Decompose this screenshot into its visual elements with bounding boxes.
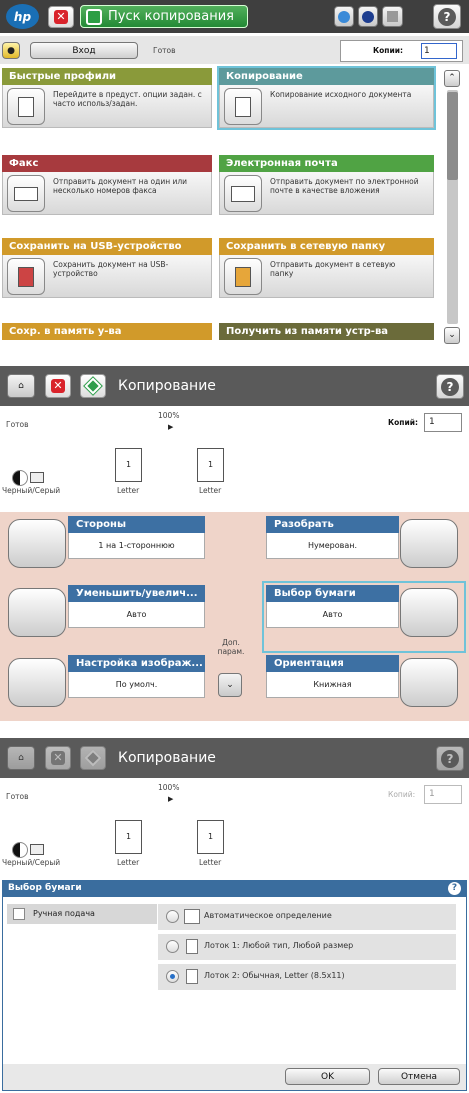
- tile-save-network[interactable]: Сохранить в сетевую папку Отправить документ в сетевую папку: [219, 238, 434, 298]
- orientation-icon[interactable]: [400, 658, 458, 707]
- screen-home: [0, 0, 469, 351]
- ok-button[interactable]: OK: [285, 1068, 370, 1085]
- output-paper: Letter: [199, 486, 222, 495]
- tile-copy[interactable]: Копирование Копирование исходного документа: [219, 68, 434, 128]
- usb-icon: [7, 258, 45, 295]
- refresh-icon[interactable]: ●: [2, 42, 20, 59]
- sides-icon[interactable]: [8, 519, 66, 568]
- hp-logo: hp: [6, 4, 39, 29]
- email-icon: [224, 175, 262, 212]
- option-tray1[interactable]: Лоток 1: Любой тип, Любой размер: [158, 934, 456, 960]
- stop-icon: ✕: [51, 379, 65, 393]
- copy-icon: [224, 88, 262, 125]
- copies-input: 1: [424, 785, 462, 804]
- start-copy-button[interactable]: [80, 5, 248, 28]
- option-image-adjust[interactable]: Настройка изображ... По умолч.: [68, 655, 205, 698]
- output-paper: Letter: [199, 858, 222, 867]
- copies-label: Копий:: [388, 418, 418, 427]
- collate-icon[interactable]: [400, 519, 458, 568]
- option-sides[interactable]: Стороны 1 на 1-стороннюю: [68, 516, 205, 559]
- copies-input[interactable]: 1: [421, 43, 457, 59]
- original-pane: 1: [115, 448, 142, 482]
- network-icon[interactable]: [334, 6, 354, 27]
- cancel-button[interactable]: Отмена: [378, 1068, 460, 1085]
- dialog-help-icon[interactable]: ?: [448, 882, 461, 895]
- tile-email[interactable]: Электронная почта Отправить документ по электронной почте в качестве вложения: [219, 155, 434, 215]
- info-icon[interactable]: [382, 6, 403, 27]
- arrow-icon: ▶: [168, 423, 174, 431]
- tray1-paper-icon: [186, 939, 198, 954]
- screen-copy: [0, 366, 469, 721]
- home-button: ⌂: [7, 746, 35, 770]
- stop-icon: ✕: [51, 751, 65, 765]
- page-title: Копирование: [118, 750, 216, 766]
- stop-button[interactable]: [45, 374, 71, 398]
- tile-retrieve-memory[interactable]: Получить из памяти устр-ва: [219, 323, 434, 340]
- home-button[interactable]: ⌂: [7, 374, 35, 398]
- start-button[interactable]: [80, 374, 106, 398]
- color-mode-icon[interactable]: [12, 470, 28, 486]
- tile-quick-sets[interactable]: Быстрые профили Перейдите в предуст. опции задан. с часто использ/задан.: [2, 68, 212, 128]
- option-tray2[interactable]: Лоток 2: Обычная, Letter (8.5x11): [158, 964, 456, 990]
- preview-icon: [30, 472, 44, 483]
- zoom-label: 100%: [158, 783, 180, 792]
- auto-detect-icon: [184, 909, 200, 924]
- status-text: Готов: [153, 46, 176, 55]
- option-collate[interactable]: Разобрать Нумерован.: [266, 516, 399, 559]
- quick-sets-icon: [7, 88, 45, 125]
- network-folder-icon: [224, 258, 262, 295]
- start-icon: [86, 9, 102, 25]
- preview-icon: [30, 844, 44, 855]
- login-button[interactable]: Вход: [30, 42, 138, 59]
- copies-label: Копий:: [388, 790, 416, 799]
- fax-icon: [7, 175, 45, 212]
- tile-fax[interactable]: Факс Отправить документ на один или несколько номеров факса: [2, 155, 212, 215]
- help-icon: ?: [441, 378, 459, 396]
- status-text: Готов: [6, 792, 29, 801]
- image-adjust-icon[interactable]: [8, 658, 66, 707]
- start-copy-label: Пуск копирования: [108, 9, 234, 24]
- option-reduce-enlarge[interactable]: Уменьшить/увелич... Авто: [68, 585, 205, 628]
- tray1-radio[interactable]: [166, 940, 179, 953]
- page-title: Копирование: [118, 378, 216, 394]
- arrow-icon: ▶: [168, 795, 174, 803]
- original-paper: Letter: [117, 486, 140, 495]
- scroll-thumb[interactable]: [447, 92, 458, 180]
- original-pane: 1: [115, 820, 142, 854]
- start-button: [80, 746, 106, 770]
- sleep-icon[interactable]: [358, 6, 378, 27]
- original-paper: Letter: [117, 858, 140, 867]
- help-icon: ?: [438, 8, 456, 26]
- dialog-title: Выбор бумаги: [8, 883, 82, 893]
- copies-input[interactable]: 1: [424, 413, 462, 432]
- color-mode-label: Черный/Серый: [2, 858, 61, 867]
- scroll-up-button[interactable]: ⌃: [444, 70, 460, 87]
- color-mode-label: Черный/Серый: [2, 486, 61, 495]
- output-pane: 1: [197, 820, 224, 854]
- stop-button: [45, 746, 71, 770]
- color-mode-icon: [12, 842, 28, 858]
- auto-detect-radio[interactable]: [166, 910, 179, 923]
- help-icon: ?: [441, 750, 459, 768]
- option-paper-select[interactable]: Выбор бумаги Авто: [266, 585, 399, 628]
- tile-save-usb[interactable]: Сохранить на USB-устройство Сохранить документ на USB-устройство: [2, 238, 212, 298]
- start-icon: [85, 750, 102, 767]
- screen-paper-select: [0, 738, 469, 1093]
- paper-select-icon[interactable]: [400, 588, 458, 637]
- more-options-down-button[interactable]: ⌄: [218, 673, 242, 697]
- help-button: [436, 746, 464, 771]
- manual-feed-checkbox[interactable]: [13, 908, 25, 920]
- zoom-label: 100%: [158, 411, 180, 420]
- help-button[interactable]: [436, 374, 464, 399]
- reduce-enlarge-icon[interactable]: [8, 588, 66, 637]
- more-options-label: Доп. парам.: [217, 638, 245, 656]
- copies-label: Копии:: [373, 46, 403, 55]
- tray2-paper-icon: [186, 969, 198, 984]
- status-text: Готов: [6, 420, 29, 429]
- option-auto-detect[interactable]: Автоматическое определение: [158, 904, 456, 930]
- output-pane: 1: [197, 448, 224, 482]
- tile-save-memory[interactable]: Сохр. в память у-ва: [2, 323, 212, 340]
- help-button[interactable]: [433, 4, 461, 29]
- stop-icon: ✕: [54, 10, 68, 24]
- stop-button[interactable]: [48, 6, 74, 28]
- tray2-radio[interactable]: [166, 970, 179, 983]
- manual-feed-label: Ручная подача: [33, 909, 95, 918]
- scroll-down-button[interactable]: ⌄: [444, 327, 460, 344]
- option-orientation[interactable]: Ориентация Книжная: [266, 655, 399, 698]
- start-icon: [85, 378, 102, 395]
